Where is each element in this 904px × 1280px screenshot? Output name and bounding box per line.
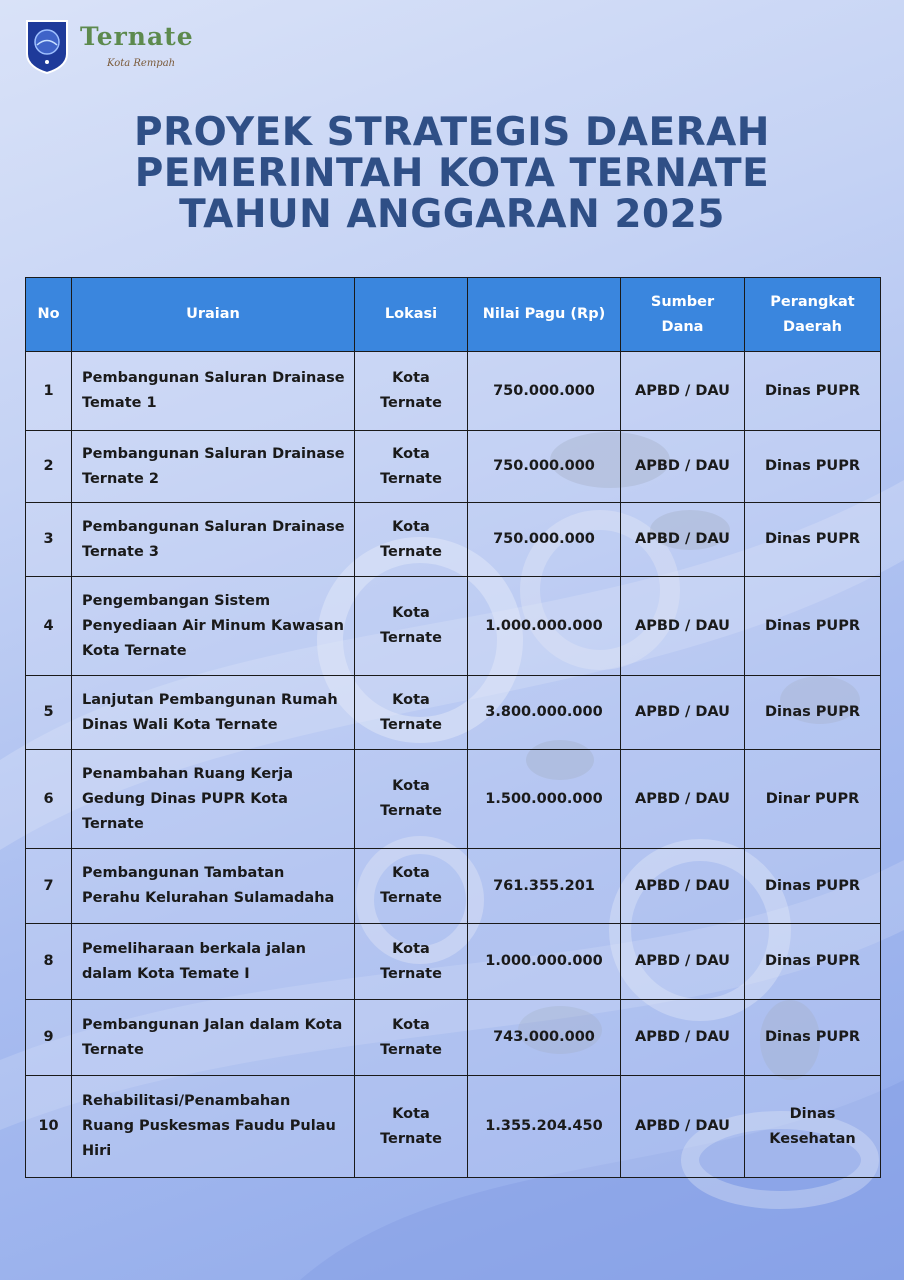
cell-nilai-pagu: 1.355.204.450: [468, 1076, 621, 1178]
cell-uraian: Lanjutan Pembangunan Rumah Dinas Wali Kota Ternate: [72, 676, 355, 750]
table-row: [26, 1076, 881, 1178]
cell-no: 2: [26, 431, 72, 503]
table-row: [26, 1000, 881, 1076]
cell-no: 3: [26, 503, 72, 577]
cell-perangkat-daerah: Dinas Kesehatan: [745, 1076, 881, 1178]
cell-uraian: Pembangunan Saluran Drainase Ternate 2: [72, 431, 355, 503]
cell-lokasi: Kota Ternate: [355, 1000, 468, 1076]
cell-sumber-dana: APBD / DAU: [621, 1000, 745, 1076]
cell-nilai-pagu: 3.800.000.000: [468, 676, 621, 750]
brand-logo-text: Ternate: [80, 22, 194, 51]
table-row: [26, 924, 881, 1000]
header-uraian: Uraian: [72, 278, 355, 352]
cell-nilai-pagu: 1.000.000.000: [468, 924, 621, 1000]
cell-perangkat-daerah: Dinas PUPR: [745, 924, 881, 1000]
cell-nilai-pagu: 750.000.000: [468, 352, 621, 431]
project-table: [25, 277, 881, 1178]
cell-nilai-pagu: 750.000.000: [468, 431, 621, 503]
cell-perangkat-daerah: Dinas PUPR: [745, 676, 881, 750]
header-perangkat-daerah: Perangkat Daerah: [745, 278, 881, 352]
cell-uraian: Pembangunan Saluran Drainase Temate 1: [72, 352, 355, 431]
cell-no: 4: [26, 577, 72, 676]
header-no: No: [26, 278, 72, 352]
cell-nilai-pagu: 1.500.000.000: [468, 750, 621, 849]
cell-sumber-dana: APBD / DAU: [621, 676, 745, 750]
page-title: [0, 112, 904, 235]
cell-perangkat-daerah: Dinar PUPR: [745, 750, 881, 849]
table-header-row: [26, 278, 881, 352]
cell-lokasi: Kota Ternate: [355, 352, 468, 431]
cell-sumber-dana: APBD / DAU: [621, 924, 745, 1000]
cell-uraian: Pengembangan Sistem Penyediaan Air Minum Kawasan Kota Ternate: [72, 577, 355, 676]
title-line-1: PROYEK STRATEGIS DAERAH: [134, 110, 770, 155]
cell-nilai-pagu: 743.000.000: [468, 1000, 621, 1076]
brand-tagline: Kota Rempah: [107, 58, 176, 69]
cell-lokasi: Kota Ternate: [355, 1076, 468, 1178]
table-row: [26, 352, 881, 431]
cell-nilai-pagu: 1.000.000.000: [468, 577, 621, 676]
cell-perangkat-daerah: Dinas PUPR: [745, 352, 881, 431]
cell-perangkat-daerah: Dinas PUPR: [745, 1000, 881, 1076]
cell-sumber-dana: APBD / DAU: [621, 750, 745, 849]
cell-sumber-dana: APBD / DAU: [621, 431, 745, 503]
cell-lokasi: Kota Ternate: [355, 750, 468, 849]
cell-sumber-dana: APBD / DAU: [621, 352, 745, 431]
table-row: [26, 849, 881, 924]
cell-no: 1: [26, 352, 72, 431]
table-row: [26, 503, 881, 577]
cell-no: 5: [26, 676, 72, 750]
cell-sumber-dana: APBD / DAU: [621, 1076, 745, 1178]
cell-nilai-pagu: 761.355.201: [468, 849, 621, 924]
cell-perangkat-daerah: Dinas PUPR: [745, 503, 881, 577]
title-line-2: PEMERINTAH KOTA TERNATE: [134, 151, 770, 196]
cell-lokasi: Kota Ternate: [355, 577, 468, 676]
cell-lokasi: Kota Ternate: [355, 849, 468, 924]
cell-no: 7: [26, 849, 72, 924]
cell-sumber-dana: APBD / DAU: [621, 849, 745, 924]
cell-perangkat-daerah: Dinas PUPR: [745, 577, 881, 676]
table-row: [26, 750, 881, 849]
cell-lokasi: Kota Ternate: [355, 503, 468, 577]
table-row: [26, 676, 881, 750]
cell-uraian: Pembangunan Tambatan Perahu Kelurahan Sulamadaha: [72, 849, 355, 924]
cell-sumber-dana: APBD / DAU: [621, 503, 745, 577]
cell-no: 10: [26, 1076, 72, 1178]
cell-uraian: Rehabilitasi/Penambahan Ruang Puskesmas Faudu Pulau Hiri: [72, 1076, 355, 1178]
table-row: [26, 431, 881, 503]
cell-lokasi: Kota Ternate: [355, 924, 468, 1000]
cell-sumber-dana: APBD / DAU: [621, 577, 745, 676]
cell-lokasi: Kota Ternate: [355, 431, 468, 503]
cell-uraian: Pembangunan Jalan dalam Kota Ternate: [72, 1000, 355, 1076]
cell-uraian: Penambahan Ruang Kerja Gedung Dinas PUPR Kota Ternate: [72, 750, 355, 849]
cell-perangkat-daerah: Dinas PUPR: [745, 431, 881, 503]
cell-uraian: Pembangunan Saluran Drainase Ternate 3: [72, 503, 355, 577]
cell-no: 6: [26, 750, 72, 849]
table-row: [26, 577, 881, 676]
title-line-3: TAHUN ANGGARAN 2025: [179, 192, 725, 237]
header-lokasi: Lokasi: [355, 278, 468, 352]
cell-nilai-pagu: 750.000.000: [468, 503, 621, 577]
cell-no: 8: [26, 924, 72, 1000]
cell-no: 9: [26, 1000, 72, 1076]
cell-uraian: Pemeliharaan berkala jalan dalam Kota Temate I: [72, 924, 355, 1000]
cell-lokasi: Kota Ternate: [355, 676, 468, 750]
header-nilai-pagu: Nilai Pagu (Rp): [468, 278, 621, 352]
header: [0, 0, 904, 90]
city-emblem-icon: [24, 18, 70, 74]
cell-perangkat-daerah: Dinas PUPR: [745, 849, 881, 924]
header-sumber-dana: Sumber Dana: [621, 278, 745, 352]
